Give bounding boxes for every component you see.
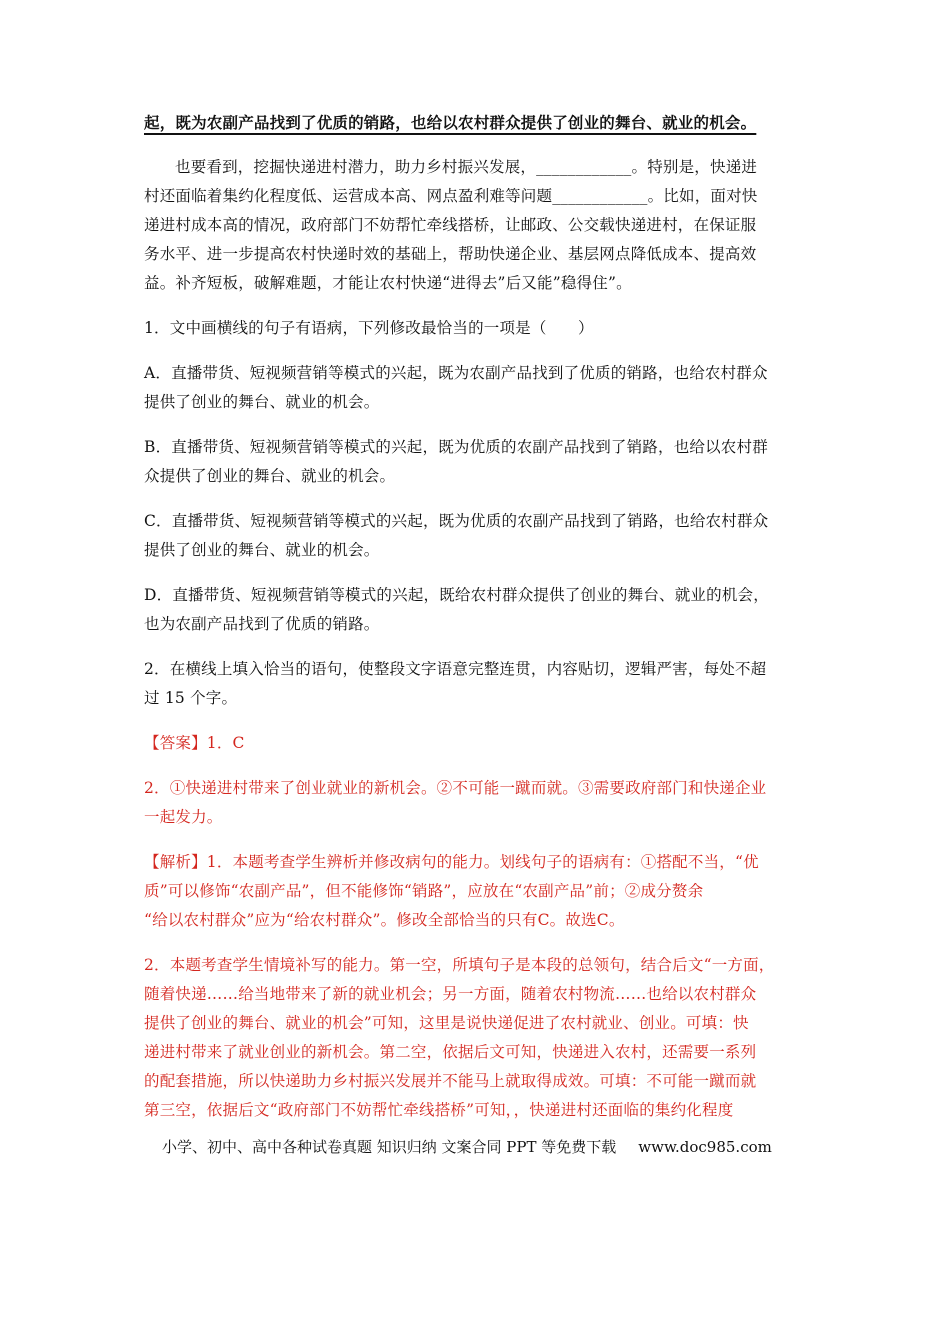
option-line: B．直播带货、短视频营销等模式的兴起，既为优质的农副产品找到了销路，也给以农村群 bbox=[144, 438, 768, 456]
analysis-line: 的配套措施，所以快递助力乡村振兴发展并不能马上就取得成效。可填：不可能一蹴而就 bbox=[144, 1072, 757, 1090]
answer-2 bbox=[144, 774, 808, 832]
passage-line: 也要看到，挖掘快递进村潜力，助力乡村振兴发展，____________。特别是，快递进 bbox=[175, 158, 758, 176]
analysis-1 bbox=[144, 848, 808, 935]
question-2 bbox=[144, 655, 808, 713]
underlined-sentence: 起，既为农副产品找到了优质的销路，也给以农村群众提供了创业的舞台、就业的机会。 bbox=[144, 113, 757, 132]
passage-line: 益。补齐短板，破解难题，才能让农村快递“进得去”后又能”稳得住”。 bbox=[144, 274, 632, 292]
analysis-2 bbox=[144, 951, 808, 1125]
answer-line: 2．①快递进村带来了创业就业的新机会。②不可能一蹴而就。③需要政府部门和快递企业 bbox=[144, 779, 767, 797]
passage-line: 务水平、进一步提高农村快递时效的基础上，帮助快递企业、基层网点降低成本、提高效 bbox=[144, 245, 757, 263]
passage-line: 递进村成本高的情况，政府部门不妨帮忙牵线搭桥，让邮政、公交载快递进村，在保证服 bbox=[144, 216, 757, 234]
option-line: D．直播带货、短视频营销等模式的兴起，既给农村群众提供了创业的舞台、就业的机会， bbox=[144, 586, 769, 604]
document-page bbox=[144, 108, 808, 1125]
option-b bbox=[144, 433, 808, 491]
page-footer bbox=[162, 1136, 772, 1157]
analysis-line: 【解析】1．本题考查学生辨析并修改病句的能力。划线句子的语病有：①搭配不当，“优 bbox=[144, 853, 759, 871]
question-1-stem: 1．文中画横线的句子有语病，下列修改最恰当的一项是（ ） bbox=[144, 319, 594, 337]
option-line: 提供了创业的舞台、就业的机会。 bbox=[144, 393, 380, 411]
question-line: 2．在横线上填入恰当的语句，使整段文字语意完整连贯，内容贴切，逻辑严害，每处不超 bbox=[144, 660, 767, 678]
option-line: C．直播带货、短视频营销等模式的兴起，既为优质的农副产品找到了销路，也给农村群众 bbox=[144, 512, 769, 530]
footer-text: 小学、初中、高中各种试卷真题 知识归纳 文案合同 PPT 等免费下载 bbox=[162, 1138, 617, 1156]
answer-line: 一起发力。 bbox=[144, 808, 223, 826]
passage-line: 村还面临着集约化程度低、运营成本高、网点盈利难等问题____________。比如，面对快 bbox=[144, 187, 758, 205]
question-line: 过 15 个字。 bbox=[144, 689, 238, 707]
option-d bbox=[144, 581, 808, 639]
footer-url[interactable]: www.doc985.com bbox=[638, 1138, 772, 1156]
analysis-line: 随着快递……给当地带来了新的就业机会；另一方面，随着农村物流……也给以农村群众 bbox=[144, 985, 757, 1003]
analysis-line: “给以农村群众”应为“给农村群众”。修改全部恰当的只有C。故选C。 bbox=[144, 911, 625, 929]
analysis-line: 递进村带来了就业创业的新机会。第二空，依据后文可知，快递进入农村，还需要一系列 bbox=[144, 1043, 757, 1061]
answer-1: 【答案】1．C bbox=[144, 734, 245, 752]
option-line: 提供了创业的舞台、就业的机会。 bbox=[144, 541, 380, 559]
analysis-line: 质”可以修饰“农副产品”，但不能修饰“销路”，应放在“农副产品”前；②成分赘余 bbox=[144, 882, 704, 900]
option-line: 也为农副产品找到了优质的销路。 bbox=[144, 615, 380, 633]
option-line: A．直播带货、短视频营销等模式的兴起，既为农副产品找到了优质的销路，也给农村群众 bbox=[144, 364, 768, 382]
option-a bbox=[144, 359, 808, 417]
analysis-line: 2．本题考查学生情境补写的能力。第一空，所填句子是本段的总领句，结合后文“一方面， bbox=[144, 956, 775, 974]
analysis-line: 第三空，依据后文“政府部门不妨帮忙牵线搭桥”可知，，快递进村还面临的集约化程度 bbox=[144, 1101, 734, 1119]
passage-paragraph bbox=[144, 153, 808, 298]
analysis-line: 提供了创业的舞台、就业的机会”可知，这里是说快递促进了农村就业、创业。可填：快 bbox=[144, 1014, 749, 1032]
option-line: 众提供了创业的舞台、就业的机会。 bbox=[144, 467, 396, 485]
option-c bbox=[144, 507, 808, 565]
